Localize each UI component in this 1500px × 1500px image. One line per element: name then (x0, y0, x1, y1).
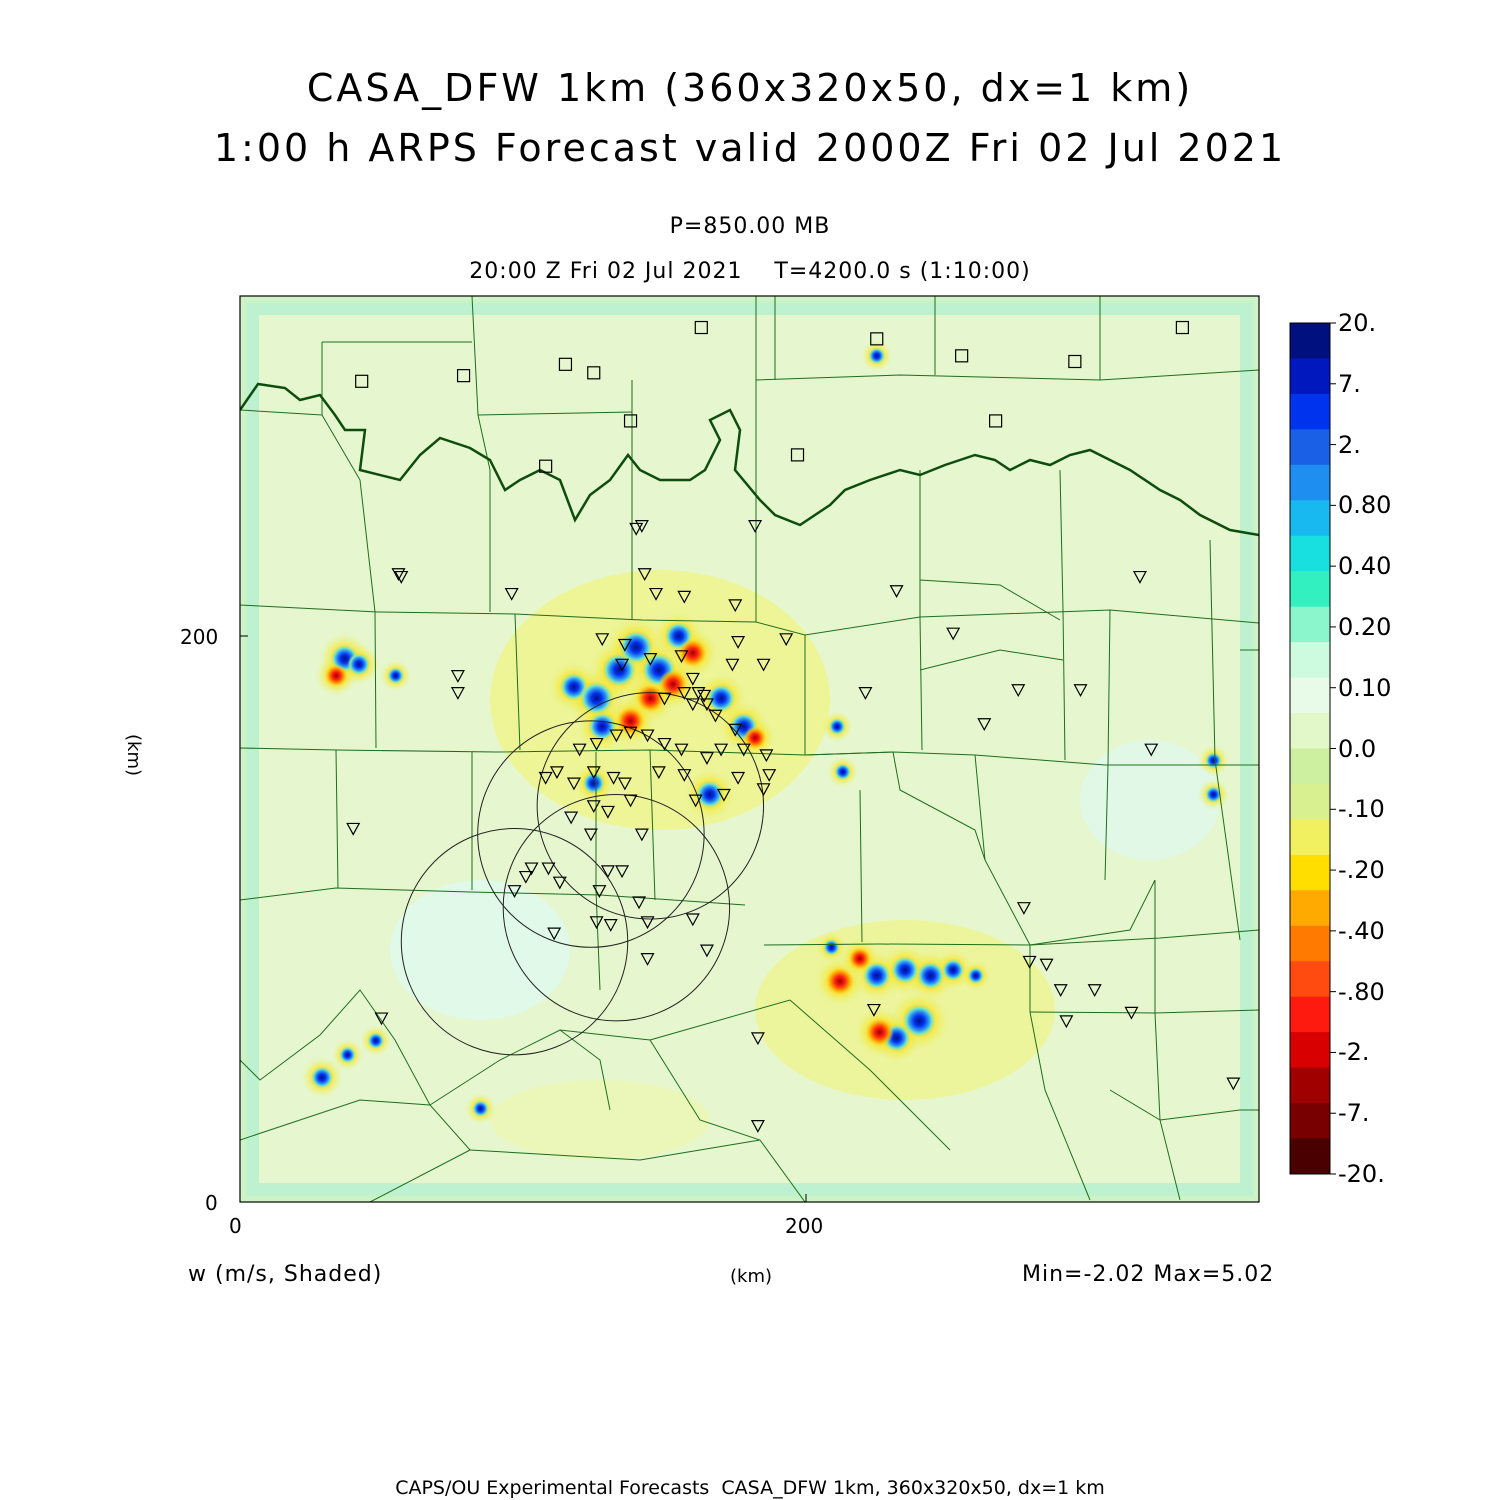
colorbar-label: -.10 (1338, 795, 1385, 824)
w-cell (679, 639, 707, 667)
variable-label: w (m/s, Shaded) (188, 1262, 383, 1287)
w-cell (659, 670, 687, 698)
w-cell (865, 1018, 893, 1046)
w-cell (868, 347, 885, 364)
colorbar-label: -.20 (1338, 856, 1385, 885)
colorbar-label: 0.0 (1338, 734, 1377, 763)
colorbar-segment (1290, 536, 1330, 572)
x-axis-label: (km) (730, 1266, 773, 1287)
colorbar-segment (1290, 1139, 1330, 1175)
colorbar-label: -7. (1338, 1099, 1370, 1128)
w-cell (967, 967, 984, 984)
colorbar-segment (1290, 394, 1330, 430)
colorbar-segment (1290, 890, 1330, 926)
colorbar-label: 2. (1338, 430, 1361, 459)
colorbar-label: 0.80 (1338, 491, 1392, 520)
colorbar-segment (1290, 465, 1330, 501)
chart-subtitle: 1:00 h ARPS Forecast valid 2000Z Fri 02 Jul 2021 (213, 126, 1287, 170)
chart-title: CASA_DFW 1km (360x320x50, dx=1 km) (306, 66, 1194, 110)
w-cell (339, 1046, 356, 1063)
y-axis-label: (km) (123, 734, 144, 777)
colorbar-segment (1290, 784, 1330, 820)
colorbar-segment (1290, 1032, 1330, 1068)
colorbar-segment (1290, 642, 1330, 678)
w-cell (325, 664, 348, 687)
w-cell (916, 961, 944, 989)
colorbar-label: 20. (1338, 309, 1377, 337)
colorbar-segment (1290, 429, 1330, 465)
shade-region (490, 1080, 710, 1160)
colorbar-segment (1290, 323, 1330, 359)
w-cell (387, 667, 404, 684)
w-cell (826, 967, 854, 995)
w-cell (616, 707, 644, 735)
w-cell (823, 939, 840, 956)
colorbar-segment (1290, 678, 1330, 714)
pressure-level: P=850.00 MB (669, 214, 831, 239)
colorbar-segment (1290, 500, 1330, 536)
w-cell (1205, 752, 1222, 769)
x-tick-label-0: 0 (229, 1214, 242, 1238)
w-cell (707, 684, 735, 712)
colorbar-segment (1290, 749, 1330, 785)
colorbar-label: 0.40 (1338, 552, 1392, 581)
colorbar-label: -20. (1338, 1160, 1385, 1188)
x-tick-label-200: 200 (785, 1214, 824, 1238)
w-cell (588, 712, 616, 740)
colorbar-segment (1290, 713, 1330, 749)
y-tick-label-200: 200 (180, 625, 219, 649)
colorbar-segment (1290, 1103, 1330, 1139)
colorbar-label: 0.10 (1338, 673, 1392, 702)
colorbar-segment (1290, 607, 1330, 643)
w-cell (829, 718, 846, 735)
w-cell (367, 1032, 384, 1049)
w-cell (580, 681, 614, 715)
colorbar-segment (1290, 571, 1330, 607)
colorbar-segment (1290, 961, 1330, 997)
valid-time-info: 20:00 Z Fri 02 Jul 2021 T=4200.0 s (1:10:00) (469, 259, 1031, 284)
colorbar-segment (1290, 819, 1330, 855)
w-cell (744, 727, 767, 750)
w-cell (472, 1100, 489, 1117)
w-cell (942, 959, 965, 982)
colorbar-label: -2. (1338, 1038, 1370, 1067)
w-cell (891, 956, 919, 984)
credit-line: CAPS/OU Experimental Forecasts CASA_DFW 1km, 360x320x50, dx=1 km (395, 1477, 1105, 1499)
w-cell (848, 947, 871, 970)
colorbar-label: 0.20 (1338, 612, 1392, 641)
colorbar-label: -.80 (1338, 977, 1385, 1006)
w-cell (582, 772, 605, 795)
colorbar-label: -.40 (1338, 916, 1385, 945)
colorbar-segment (1290, 1068, 1330, 1104)
colorbar-segment (1290, 997, 1330, 1033)
w-cell (834, 763, 851, 780)
w-cell (311, 1066, 334, 1089)
w-cell (348, 653, 371, 676)
min-max-label: Min=-2.02 Max=5.02 (1022, 1262, 1275, 1287)
colorbar-segment (1290, 926, 1330, 962)
colorbar-label: 7. (1338, 369, 1361, 398)
y-tick-label-0: 0 (205, 1191, 218, 1215)
colorbar-segment (1290, 358, 1330, 394)
colorbar-segment (1290, 855, 1330, 891)
